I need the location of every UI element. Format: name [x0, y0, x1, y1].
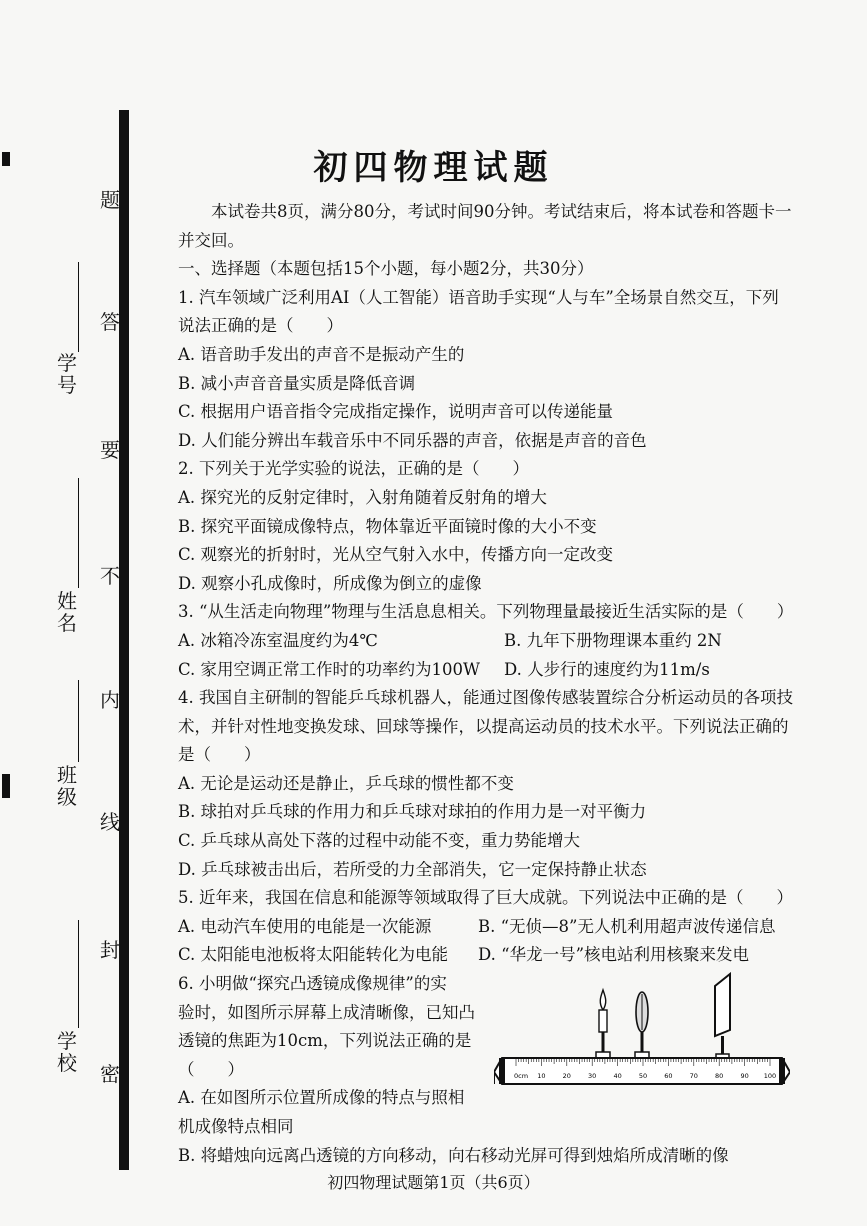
ruler-label: 0cm	[514, 1072, 529, 1081]
q6-stem: 验时，如图所示屏幕上成清晰像，已知凸	[178, 1002, 475, 1022]
page-title: 初四物理试题	[313, 148, 554, 188]
seal-char: 要	[100, 438, 120, 462]
q3-options-row	[178, 656, 798, 685]
q6-option-b[interactable]: B. 将蜡烛向远离凸透镜的方向移动，向右移动光屏可得到烛焰所成清晰的像	[178, 1145, 729, 1165]
seal-char: 不	[100, 564, 120, 588]
student-id-label: 学号	[57, 351, 77, 397]
q6-option-a[interactable]: A. 在如图所示位置所成像的特点与照相	[178, 1088, 465, 1108]
q5-option-b[interactable]: B. “无侦—8”无人机利用超声波传递信息	[478, 916, 776, 936]
q2-option-a[interactable]: A. 探究光的反射定律时，入射角随着反射角的增大	[178, 487, 547, 507]
name-line[interactable]	[78, 478, 79, 588]
convex-lens	[635, 992, 649, 1068]
q3-stem: 3. “从生活走向物理”物理与生活息息相关。下列物理量最接近生活实际的是（ ）	[178, 602, 794, 622]
q2-option-d[interactable]: D. 观察小孔成像时，所成像为倒立的虚像	[178, 573, 482, 593]
candle	[596, 990, 610, 1068]
school-line[interactable]	[78, 920, 79, 1028]
q5-option-c[interactable]: C. 太阳能电池板将太阳能转化为电能	[178, 945, 449, 965]
q2-option-c[interactable]: C. 观察光的折射时，光从空气射入水中，传播方向一定改变	[178, 545, 614, 565]
seal-char: 线	[100, 810, 120, 834]
seal-char: 内	[100, 688, 120, 712]
q6-stem: 透镜的焦距为10cm，下列说法正确的是	[178, 1031, 472, 1051]
ruler-label: 20	[562, 1072, 571, 1081]
intro-text: 本试卷共8页，满分80分，考试时间90分钟。考试结束后，将本试卷和答题卡一并交回。	[178, 202, 792, 250]
q3-option-c[interactable]: C. 家用空调正常工作时的功率约为100W	[178, 659, 480, 679]
section-heading: 一、选择题（本题包括15个小题，每小题2分，共30分）	[178, 259, 594, 279]
class-line[interactable]	[78, 680, 79, 762]
q1-option-b[interactable]: B. 减小声音音量实质是降低音调	[178, 373, 416, 393]
q4-option-b[interactable]: B. 球拍对乒乓球的作用力和乒乓球对球拍的作用力是一对平衡力	[178, 802, 647, 822]
name-label: 姓名	[57, 589, 77, 635]
ruler-label: 90	[740, 1072, 749, 1081]
q3-option-d[interactable]: D. 人步行的速度约为11m/s	[504, 659, 710, 679]
q1-option-a[interactable]: A. 语音助手发出的声音不是振动产生的	[178, 344, 465, 364]
ruler-label: 10	[537, 1072, 546, 1081]
q4-stem: 术，并针对性地变换发球、回球等操作，以提高运动员的技术水平。下列说法正确的	[178, 716, 789, 736]
q2-option-b[interactable]: B. 探究平面镜成像特点，物体靠近平面镜时像的大小不变	[178, 516, 597, 536]
q5-stem: 5. 近年来，我国在信息和能源等领域取得了巨大成就。下列说法中正确的是（ ）	[178, 888, 793, 908]
q4-option-a[interactable]: A. 无论是运动还是静止，乒乓球的惯性都不变	[178, 773, 514, 793]
ruler-label: 50	[638, 1072, 648, 1081]
ruler-label: 40	[613, 1072, 622, 1081]
q4-option-c[interactable]: C. 乒乓球从高处下落的过程中动能不变，重力势能增大	[178, 831, 581, 851]
q5-options-row	[178, 941, 798, 970]
optical-bench-figure	[494, 972, 790, 1112]
page-footer: 初四物理试题第1页（共6页）	[327, 1173, 540, 1192]
q6-block	[178, 970, 798, 1113]
ruler-label: 100	[763, 1072, 777, 1081]
q4-stem: 是（ ）	[178, 745, 261, 765]
q3-option-b[interactable]: B. 九年下册物理课本重约 2N	[504, 630, 722, 650]
ruler-label: 60	[664, 1072, 673, 1081]
light-screen	[715, 974, 730, 1068]
q6-option-a-cont: 机成像特点相同	[178, 1117, 294, 1137]
q1-stem: 说法正确的是（ ）	[178, 316, 343, 336]
q6-stem: 6. 小明做“探究凸透镜成像规律”的实	[178, 974, 447, 994]
ruler-rail	[494, 1058, 790, 1084]
school-label: 学校	[57, 1029, 77, 1075]
q1-option-d[interactable]: D. 人们能分辨出车载音乐中不同乐器的声音，依据是声音的音色	[178, 430, 647, 450]
seal-char: 题	[100, 188, 120, 212]
q1-stem: 1. 汽车领域广泛利用AI（人工智能）语音助手实现“人与车”全场景自然交互，下列	[178, 287, 779, 307]
q5-option-a[interactable]: A. 电动汽车使用的电能是一次能源	[178, 916, 432, 936]
exam-content	[178, 198, 798, 1170]
q1-option-c[interactable]: C. 根据用户语音指令完成指定操作，说明声音可以传递能量	[178, 402, 614, 422]
binding-margin-bar	[119, 110, 129, 1170]
q3-options-row	[178, 627, 798, 656]
q5-option-d[interactable]: D. “华龙一号”核电站利用核聚来发电	[478, 945, 750, 965]
ruler-label: 30	[588, 1072, 597, 1081]
ruler-label: 80	[715, 1072, 724, 1081]
student-id-line[interactable]	[78, 262, 79, 352]
seal-char: 答	[100, 310, 120, 334]
q4-stem: 4. 我国自主研制的智能乒乓球机器人，能通过图像传感装置综合分析运动员的各项技	[178, 688, 793, 708]
seal-char: 封	[100, 938, 120, 962]
q2-stem: 2. 下列关于光学实验的说法，正确的是（ ）	[178, 459, 529, 479]
q6-stem: （ ）	[178, 1059, 244, 1079]
class-label: 班级	[57, 763, 77, 809]
q5-options-row	[178, 913, 798, 942]
registration-mark-middle	[2, 774, 10, 798]
seal-char: 密	[100, 1062, 120, 1086]
ruler-label: 70	[689, 1072, 698, 1081]
q3-option-a[interactable]: A. 冰箱冷冻室温度约为4℃	[178, 630, 378, 650]
q4-option-d[interactable]: D. 乒乓球被击出后，若所受的力全部消失，它一定保持静止状态	[178, 859, 647, 879]
